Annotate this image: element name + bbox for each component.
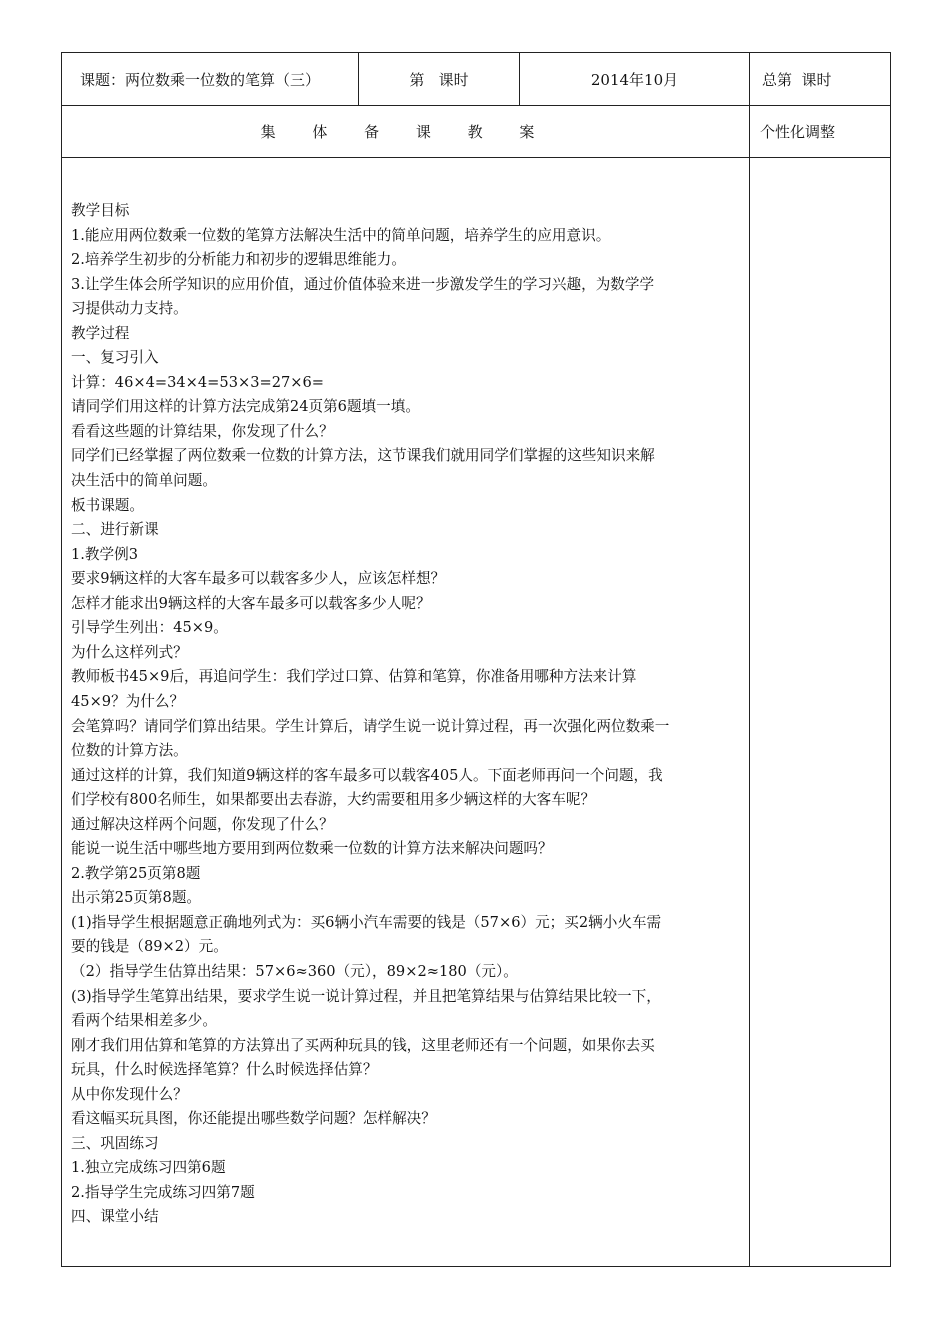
text-line: 怎样才能求出9辆这样的大客车最多可以载客多少人呢？ <box>71 594 431 612</box>
text-line: 一、复习引入 <box>71 349 159 367</box>
text-line: 位数的计算方法。 <box>71 742 188 760</box>
plan-title: 集 体 备 课 教 案 <box>62 106 750 158</box>
text-line: 决生活中的简单问题。 <box>71 472 217 490</box>
text-line: （2）指导学生估算出结果：57×6≈360（元），89×2≈180（元）。 <box>71 962 518 980</box>
text-line: 2.教学第25页第8题 <box>71 864 201 882</box>
text-line: 同学们已经掌握了两位数乘一位数的计算方法，这节课我们就用同学们掌握的这些知识来解 <box>71 447 655 465</box>
text-line: 1.独立完成练习四第6题 <box>71 1159 226 1177</box>
text-line: (3)指导学生笔算出结果，要求学生说一说计算过程，并且把笔算结果与估算结果比较一下， <box>71 987 661 1005</box>
text-line: 四、课堂小结 <box>71 1208 159 1226</box>
text-line: 要求9辆这样的大客车最多可以载客多少人，应该怎样想？ <box>71 570 446 588</box>
text-line: 看看这些题的计算结果，你发现了什么？ <box>71 422 334 440</box>
topic-cell: 课题：两位数乘一位数的笔算（三） <box>62 53 359 106</box>
text-line: 1.教学例3 <box>71 545 138 563</box>
text-line: 刚才我们用估算和笔算的方法算出了买两种玩具的钱，这里老师还有一个问题，如果你去买 <box>71 1036 655 1054</box>
text-line: 玩具，什么时候选择笔算？什么时候选择估算？ <box>71 1061 378 1079</box>
text-line: 二、进行新课 <box>71 521 159 539</box>
text-line: 看两个结果相差多少。 <box>71 1012 217 1030</box>
text-line: 3.让学生体会所学知识的应用价值，通过价值体验来进一步激发学生的学习兴趣，为数学学 <box>71 275 655 293</box>
text-line: 习提供动力支持。 <box>71 300 188 318</box>
text-line: 出示第25页第8题。 <box>71 889 202 907</box>
text-line: 2.培养学生初步的分析能力和初步的逻辑思维能力。 <box>71 251 406 269</box>
text-line: 请同学们用这样的计算方法完成第24页第6题填一填。 <box>71 398 420 416</box>
text-line: 板书课题。 <box>71 496 144 514</box>
total-lesson-cell <box>750 53 891 106</box>
lesson-plan-table <box>61 52 891 1267</box>
lesson-number-cell <box>359 53 520 106</box>
header-row <box>62 53 891 106</box>
text-line: 们学校有800名师生，如果都要出去春游，大约需要租用多少辆这样的大客车呢？ <box>71 791 596 809</box>
personal-adjustment-cell <box>750 158 891 1267</box>
text-line: 引导学生列出：45×9。 <box>71 619 228 637</box>
lesson-number-text: 第 课时 <box>409 70 469 89</box>
text-line: 看这幅买玩具图，你还能提出哪些数学问题？怎样解决？ <box>71 1110 436 1128</box>
date-cell: 2014年10月 <box>520 53 750 106</box>
text-line: 教学过程 <box>71 324 130 342</box>
text-line: 计算：46×4=34×4=53×3=27×6= <box>71 373 325 391</box>
text-line: 会笔算吗？请同学们算出结果。学生计算后，请学生说一说计算过程，再一次强化两位数乘一 <box>71 717 670 735</box>
total-lesson-text: 总第 课时 <box>762 70 832 89</box>
text-line: (1)指导学生根据题意正确地列式为：买6辆小汽车需要的钱是（57×6）元；买2辆小火车需 <box>71 913 662 931</box>
content-row <box>62 158 891 1267</box>
text-line: 教学目标 <box>71 202 130 220</box>
text-line: 能说一说生活中哪些地方要用到两位数乘一位数的计算方法来解决问题吗？ <box>71 840 553 858</box>
text-line: 通过解决这样两个问题，你发现了什么？ <box>71 815 334 833</box>
text-line: 教师板书45×9后，再追问学生：我们学过口算、估算和笔算，你准备用哪种方法来计算 <box>71 668 637 686</box>
text-line: 2.指导学生完成练习四第7题 <box>71 1183 255 1201</box>
title-row <box>62 106 891 158</box>
plan-content-cell <box>62 158 750 1267</box>
text-line: 要的钱是（89×2）元。 <box>71 938 228 956</box>
text-line: 1.能应用两位数乘一位数的笔算方法解决生活中的简单问题，培养学生的应用意识。 <box>71 226 611 244</box>
text-line: 三、巩固练习 <box>71 1134 159 1152</box>
text-line: 45×9？为什么？ <box>71 692 185 710</box>
text-line: 为什么这样列式？ <box>71 643 188 661</box>
personal-adjustment-label: 个性化调整 <box>750 106 891 158</box>
text-line: 从中你发现什么？ <box>71 1085 188 1103</box>
plan-content <box>62 194 749 1230</box>
text-line: 通过这样的计算，我们知道9辆这样的客车最多可以载客405人。下面老师再问一个问题，我 <box>71 766 663 784</box>
